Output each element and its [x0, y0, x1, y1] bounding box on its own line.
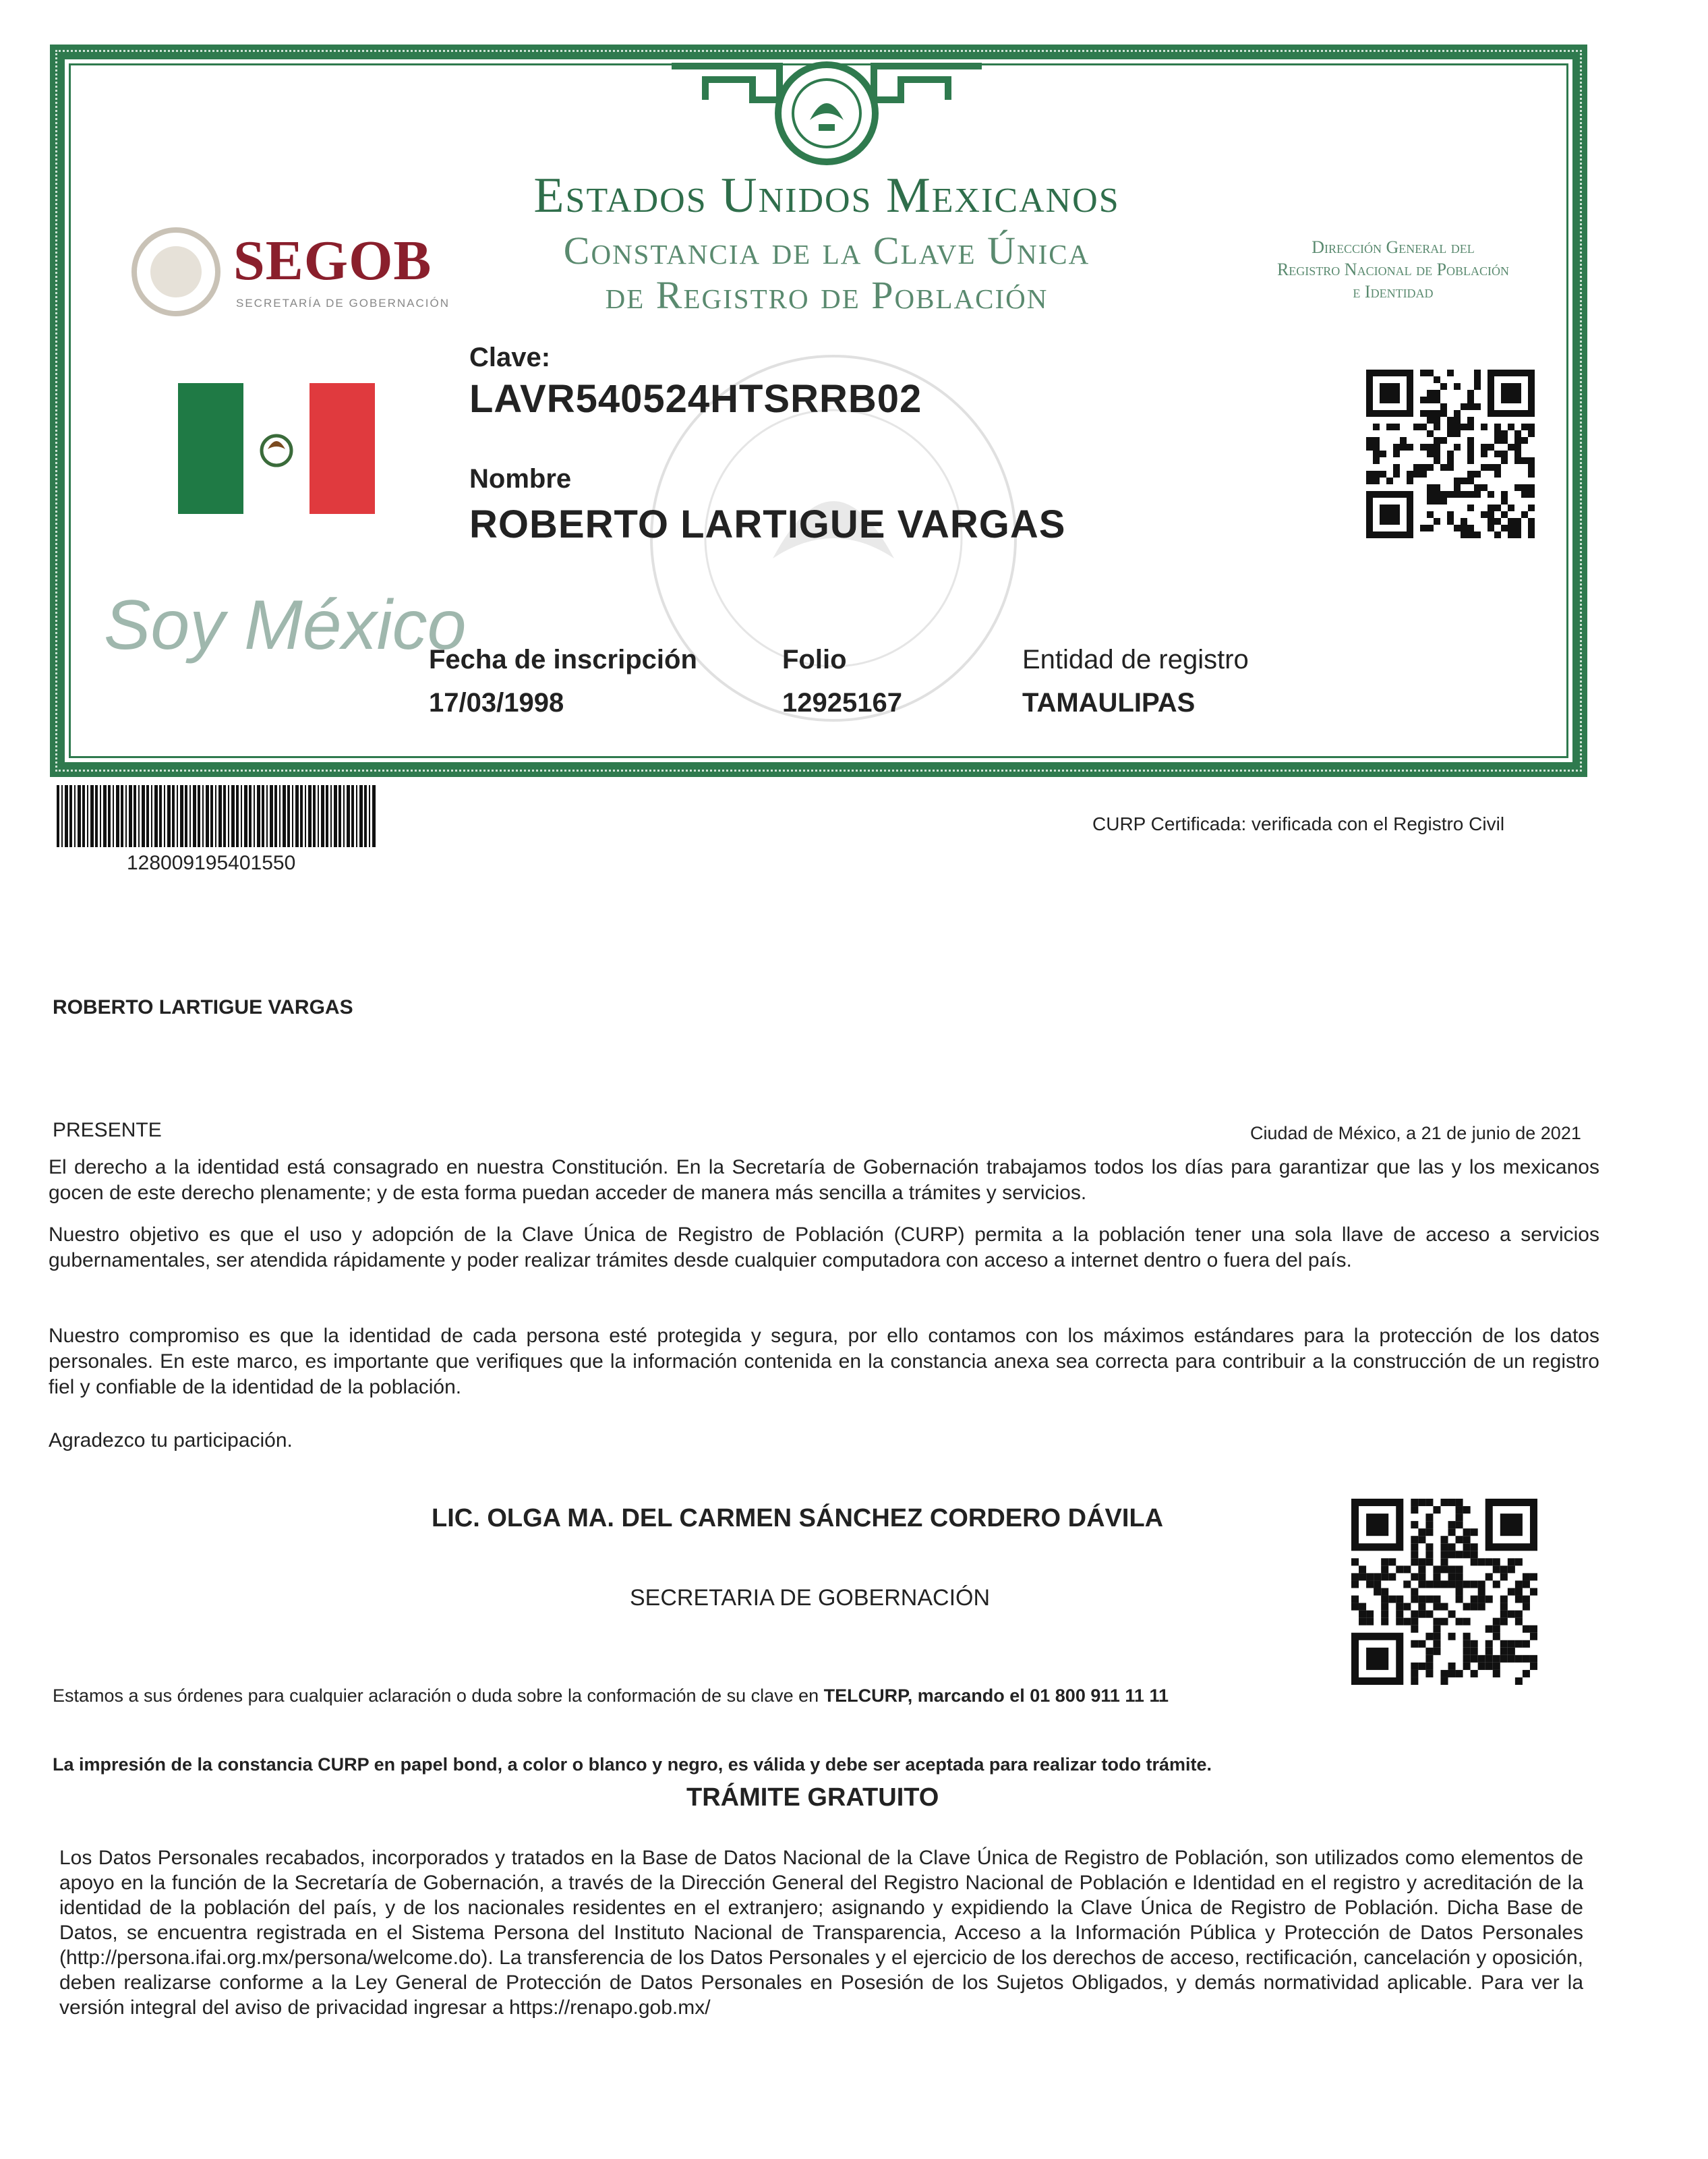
- segob-subtitle: SECRETARÍA DE GOBERNACIÓN: [236, 297, 450, 310]
- constancia-title-line2: de Registro de Población: [605, 273, 1049, 317]
- letter-paragraph-4: Agradezco tu participación.: [49, 1429, 293, 1451]
- qr-code-icon: [1351, 1499, 1537, 1685]
- letter-recipient: ROBERTO LARTIGUE VARGAS: [53, 996, 353, 1018]
- privacy-notice: Los Datos Personales recabados, incorporados y tratados en la Base de Datos Nacional de la Clave Única de Registro de Población, son utilizados como elementos de apoyo en la función de la Secretaría de Gobernación, a través de la Dirección General del Registro Nacional de Población e Identidad en el registro y acreditación de la identidad de la población del país, y de los nacionales residentes en el extranjero; asignando y expidiendo la Clave Única de Registro de Población. Dicha Base de Datos, se encuentra registrada en el Sistema Persona del Instituto Nacional de Transparencia, Acceso a la Información Pública y Protección de Datos Personales (http://persona.ifai.org.mx/persona/welcome.do). La transferencia de los Datos Personales y el ejercicio de los derechos de acceso, rectificación, cancelación y oposición, deben realizarse conforme a la Ley General de Protección de Datos Personales en Posesión de los Sujetos Obligados, y demás normatividad aplicable. Para ver la versión integral del aviso de privacidad ingresar a https://renapo.gob.mx/: [59, 1847, 1583, 2019]
- fecha-label: Fecha de inscripción: [429, 645, 697, 674]
- barcode-number: 128009195401550: [127, 852, 296, 874]
- letter-paragraph-1: El derecho a la identidad está consagrado en nuestra Constitución. En la Secretaría de Gobernación trabajamos todos los días para garantizar que las y los mexicanos gocen de este derecho plenamente; y de esta forma puedan acceder de manera más sencilla a trámites y servicios.: [49, 1156, 1599, 1204]
- flag-green-stripe: [178, 383, 243, 514]
- folio-value: 12925167: [782, 688, 902, 718]
- direccion-line2: Registro Nacional de Población: [1276, 260, 1510, 279]
- validity-note: La impresión de la constancia CURP en papel bond, a color o blanco y negro, es válida y debe ser aceptada para realizar todo trámite.: [53, 1754, 1212, 1775]
- letter-place-date: Ciudad de México, a 21 de junio de 2021: [1250, 1123, 1581, 1143]
- nombre-label: Nombre: [469, 464, 572, 494]
- entidad-label: Entidad de registro: [1022, 645, 1249, 674]
- direccion-line1: Dirección General del: [1312, 237, 1475, 257]
- signer-title: SECRETARIA DE GOBERNACIÓN: [630, 1585, 991, 1611]
- flag-red-stripe: [310, 383, 375, 514]
- entidad-value: TAMAULIPAS: [1022, 688, 1196, 718]
- clave-value: LAVR540524HTSRRB02: [469, 377, 922, 421]
- constancia-title-line1: Constancia de la Clave Única: [563, 229, 1090, 272]
- tramite-gratuito: TRÁMITE GRATUITO: [686, 1783, 939, 1812]
- letter-paragraph-3: Nuestro compromiso es que la identidad de cada persona esté protegida y segura, por ello contamos con los máximos estándares para la protección de los datos personales. En este marco, es importante que verifiques que la información contenida en la constancia anexa sea correcta para contribuir a la construcción de un registro fiel y confiable de la identidad de la población.: [49, 1325, 1599, 1398]
- contact-line: [53, 1683, 1169, 1708]
- mexico-flag: [178, 383, 375, 514]
- contact-text: Estamos a sus órdenes para cualquier aclaración o duda sobre la conformación de su clave en: [53, 1686, 824, 1706]
- direccion-line3: e Identidad: [1353, 282, 1434, 301]
- flag-white-stripe: [243, 383, 309, 514]
- fecha-value: 17/03/1998: [429, 688, 564, 718]
- country-title: Estados Unidos Mexicanos: [533, 168, 1120, 223]
- segob-logo: [125, 221, 503, 322]
- letter-paragraph-2: Nuestro objetivo es que el uso y adopción de la Clave Única de Registro de Población (CURP) permita a la población tener una sola llave de acceso a servicios gubernamentales, ser atendida rápidamente y poder realizar trámites desde cualquier computadora con acceso a internet dentro o fuera del país.: [49, 1224, 1599, 1271]
- qr-code-icon: [1366, 370, 1535, 538]
- soy-mexico-slogan: Soy México: [104, 586, 467, 664]
- flag-emblem-icon: [253, 425, 300, 472]
- curp-certificada-note: CURP Certificada: verificada con el Registro Civil: [1092, 813, 1505, 834]
- folio-label: Folio: [782, 645, 847, 674]
- segob-emblem-icon: [125, 221, 227, 322]
- barcode-icon: [57, 785, 376, 847]
- letter-presente: PRESENTE: [53, 1119, 162, 1141]
- certificate-title: [456, 59, 1198, 343]
- curp-certificate: [50, 45, 1587, 777]
- clave-label: Clave:: [469, 343, 551, 372]
- signer-name: LIC. OLGA MA. DEL CARMEN SÁNCHEZ CORDERO DÁVILA: [432, 1504, 1164, 1532]
- direccion-general: [1211, 236, 1575, 303]
- nombre-value: ROBERTO LARTIGUE VARGAS: [469, 502, 1066, 546]
- telcurp-phone: TELCURP, marcando el 01 800 911 11 11: [823, 1686, 1169, 1706]
- segob-wordmark: SEGOB: [233, 229, 432, 292]
